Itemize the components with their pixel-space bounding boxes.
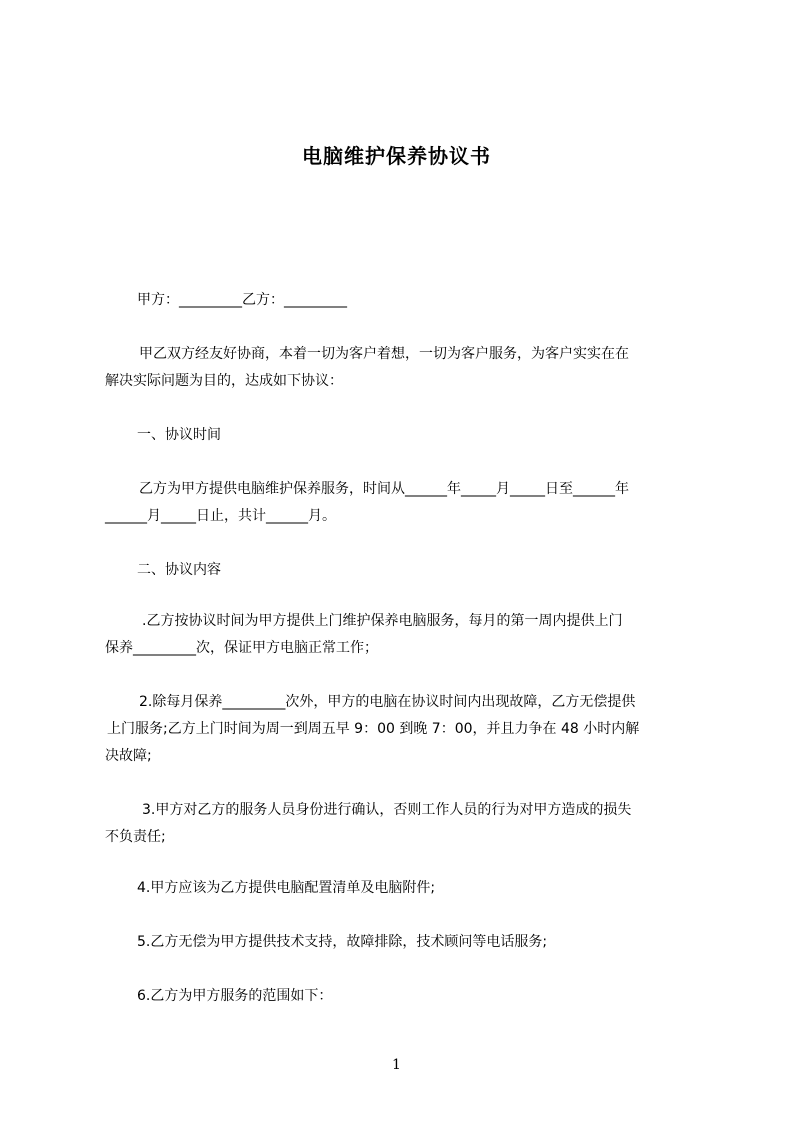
item-2-line-1: 2.除每月保养_________次外，甲方的电脑在协议时间内出现故障，乙方无偿提供 xyxy=(139,694,636,710)
item-2-line-3: 决故障; xyxy=(105,748,152,764)
intro-line-2: 解决实际问题为目的，达成如下协议： xyxy=(105,373,343,389)
item-5: 5.乙方无偿为甲方提供技术支持，故障排除，技术顾问等电话服务; xyxy=(137,934,548,950)
item-3-line-1: 3.甲方对乙方的服务人员身份进行确认，否则工作人员的行为对甲方造成的损失 xyxy=(142,802,632,818)
item-6: 6.乙方为甲方服务的范围如下： xyxy=(137,988,333,1004)
intro-line-1: 甲乙双方经友好协商，本着一切为客户着想，一切为客户服务，为客户实实在在 xyxy=(139,346,629,362)
item-2-line-2: 上门服务;乙方上门时间为周一到周五早 9：00 到晚 7：00，并且力争在 48 小时内解 xyxy=(107,721,640,737)
section-1-line-2: ______月_____日止，共计______月。 xyxy=(105,508,336,524)
document-title: 电脑维护保养协议书 xyxy=(302,144,491,168)
section-1-line-1: 乙方为甲方提供电脑维护保养服务，时间从______年_____月_____日至______年 xyxy=(139,481,629,497)
item-3-line-2: 不负责任; xyxy=(105,829,166,845)
parties-line: 甲方：_________乙方：_________ xyxy=(137,292,347,308)
section-2-heading: 二、协议内容 xyxy=(137,562,221,578)
item-4: 4.甲方应该为乙方提供电脑配置清单及电脑附件; xyxy=(137,880,436,896)
section-1-heading: 一、协议时间 xyxy=(137,427,221,443)
page-number: 1 xyxy=(392,1057,401,1073)
item-1-line-1: .乙方按协议时间为甲方提供上门维护保养电脑服务，每月的第一周内提供上门 xyxy=(142,613,623,629)
item-1-line-2: 保养_________次，保证甲方电脑正常工作； xyxy=(105,640,378,656)
